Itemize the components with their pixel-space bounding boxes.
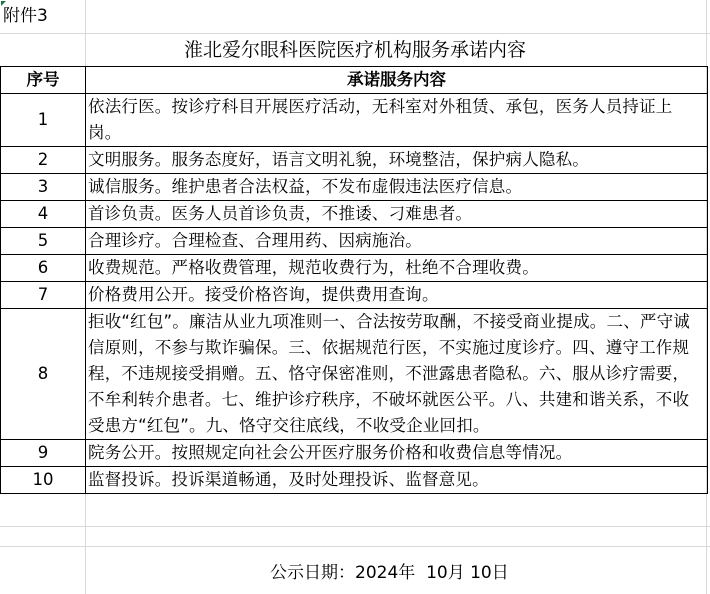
table-row: [1, 147, 708, 174]
row-content[interactable]: 院务公开。按照规定向社会公开医疗服务价格和收费信息等情况。: [86, 440, 708, 467]
commitment-table: [0, 66, 708, 494]
row-content[interactable]: 文明服务。服务态度好，语言文明礼貌，环境整洁，保护病人隐私。: [86, 147, 708, 174]
table-row: [1, 174, 708, 201]
row-number[interactable]: 6: [1, 255, 86, 282]
row-number[interactable]: 4: [1, 201, 86, 228]
row-number[interactable]: 7: [1, 282, 86, 309]
row-number[interactable]: 9: [1, 440, 86, 467]
row-content[interactable]: 依法行医。按诊疗科目开展医疗活动，无科室对外租赁、承包，医务人员持证上岗。: [86, 94, 708, 147]
table-row: [1, 467, 708, 494]
table-row: [1, 309, 708, 440]
row-number[interactable]: 10: [1, 467, 86, 494]
row-gridline: [0, 526, 710, 527]
row-number[interactable]: 2: [1, 147, 86, 174]
attachment-label[interactable]: 附件3: [3, 6, 48, 26]
table-row: [1, 255, 708, 282]
table-row: [1, 228, 708, 255]
row-content[interactable]: 拒收“红包”。廉洁从业九项准则一、合法按劳取酬，不接受商业提成。二、严守诚信原则，不参与欺诈骗保。三、依据规范行医，不实施过度诊疗。四、遵守工作规程，不违规接受捐赠。五、恪守保密准则，不泄露患者隐私。六、服从诊疗需要，不牟利转介患者。七、维护诊疗秩序，不破坏就医公平。八、共建和谐关系，不收受患方“红包”。九、恪守交往底线，不收受企业回扣。: [86, 309, 708, 440]
row-number[interactable]: 8: [1, 309, 86, 440]
table-row: [1, 201, 708, 228]
page-title[interactable]: 淮北爱尔眼科医院医疗机构服务承诺内容: [183, 39, 526, 61]
row-number[interactable]: 1: [1, 94, 86, 147]
row-content[interactable]: 收费规范。严格收费管理，规范收费行为，杜绝不合理收费。: [86, 255, 708, 282]
table-row: [1, 282, 708, 309]
row-content[interactable]: 诚信服务。维护患者合法权益，不发布虚假违法医疗信息。: [86, 174, 708, 201]
row-number[interactable]: 5: [1, 228, 86, 255]
table-row: [1, 94, 708, 147]
table-header-row: [1, 67, 708, 94]
row-content[interactable]: 合理诊疗。合理检查、合理用药、因病施治。: [86, 228, 708, 255]
table-row: [1, 440, 708, 467]
row-content[interactable]: 首诊负责。医务人员首诊负责，不推诿、刁难患者。: [86, 201, 708, 228]
header-number[interactable]: 序号: [1, 67, 86, 94]
row-number[interactable]: 3: [1, 174, 86, 201]
row-content[interactable]: 价格费用公开。接受价格咨询，提供费用查询。: [86, 282, 708, 309]
row-gridline: [0, 546, 710, 547]
header-content[interactable]: 承诺服务内容: [86, 67, 708, 94]
announcement-date[interactable]: 公示日期：2024年 10月 10日: [270, 563, 509, 583]
row-content[interactable]: 监督投诉。投诉渠道畅通，及时处理投诉、监督意见。: [86, 467, 708, 494]
row-gridline: [0, 33, 710, 34]
